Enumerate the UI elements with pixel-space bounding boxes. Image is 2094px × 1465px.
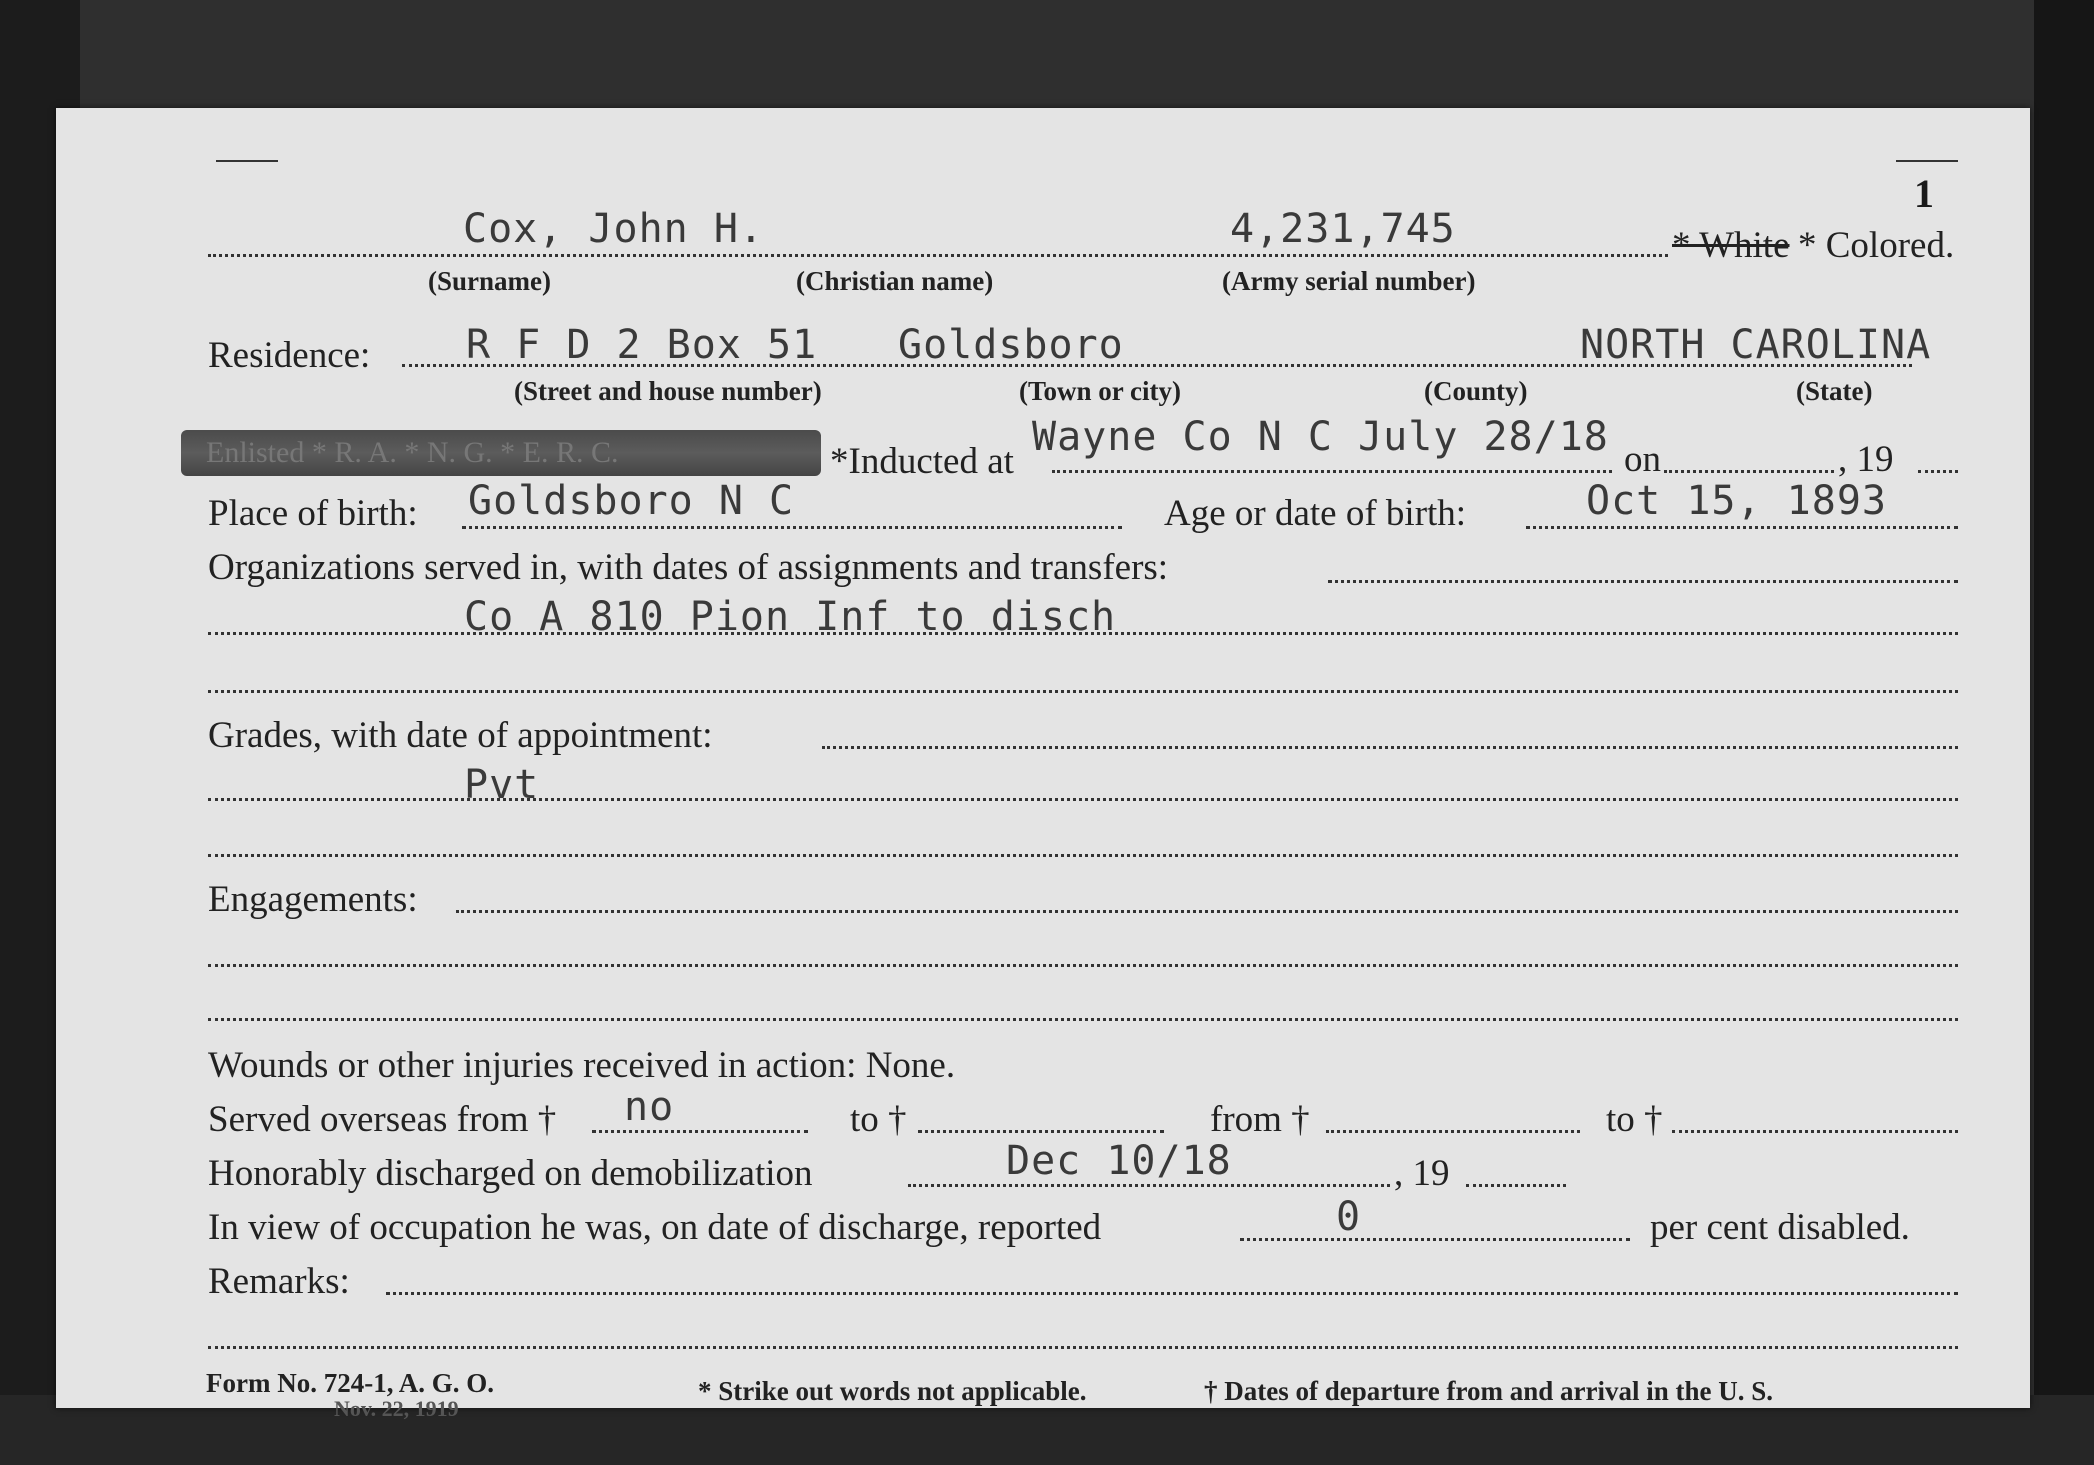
engagements-line-1 — [456, 910, 1958, 913]
name-line — [208, 254, 1668, 257]
residence-state-value: NORTH CAROLINA — [1580, 322, 1932, 368]
caption-state: (State) — [1796, 376, 1873, 406]
caption-serial-number: (Army serial number) — [1222, 266, 1476, 296]
name-value: Cox, John H. — [463, 206, 764, 252]
year-19-discharge: , 19 — [1394, 1153, 1450, 1194]
remarks-line-2 — [208, 1346, 1958, 1349]
service-record-card — [56, 108, 2030, 1421]
caption-county: (County) — [1424, 376, 1528, 406]
page-number: 1 — [1914, 171, 1934, 216]
overseas-to-line-1 — [918, 1130, 1164, 1133]
caption-christian-name: (Christian name) — [796, 266, 994, 296]
footnote-strike: * Strike out words not applicable. — [698, 1376, 1087, 1406]
year-19-inducted: , 19 — [1838, 439, 1894, 480]
overseas-from-label-2: from † — [1210, 1099, 1310, 1140]
organizations-line-1 — [1328, 580, 1958, 583]
birthplace-line — [462, 526, 1122, 529]
caption-town: (Town or city) — [1019, 376, 1181, 406]
grades-line-1 — [822, 746, 1958, 749]
disabled-line — [1240, 1238, 1630, 1241]
inducted-label: *Inducted at — [830, 441, 1014, 482]
inducted-value: Wayne Co N C July 28/18 — [1032, 414, 1609, 460]
race-white-text: * White — [1672, 225, 1790, 266]
form-date: Nov. 22, 1919 — [334, 1396, 459, 1421]
discharge-line — [908, 1184, 1390, 1187]
overseas-from-line-2 — [1326, 1130, 1580, 1133]
birthplace-label: Place of birth: — [208, 493, 418, 534]
form-number: Form No. 724-1, A. G. O. — [206, 1368, 494, 1398]
top-right-rule — [1896, 160, 1958, 162]
caption-street: (Street and house number) — [514, 376, 822, 406]
discharge-value: Dec 10/18 — [1006, 1138, 1232, 1184]
race-colored-label: * Colored. — [1798, 225, 1955, 266]
overseas-value: no — [624, 1084, 675, 1130]
inducted-line — [1052, 470, 1612, 473]
engagements-line-2 — [208, 964, 1958, 967]
birthplace-value: Goldsboro N C — [468, 478, 795, 524]
organizations-value: Co A 810 Pion Inf to disch — [464, 594, 1117, 640]
age-label: Age or date of birth: — [1164, 493, 1467, 534]
footnote-dates: † Dates of departure from and arrival in the U. S. — [1204, 1376, 1773, 1406]
overseas-from-line — [592, 1130, 808, 1133]
disabled-value: 0 — [1336, 1194, 1362, 1240]
remarks-line-1 — [386, 1292, 1958, 1295]
organizations-line-3 — [208, 690, 1958, 693]
overseas-label: Served overseas from † — [208, 1099, 557, 1140]
top-left-rule — [216, 160, 278, 162]
serial-number-value: 4,231,745 — [1230, 206, 1456, 252]
overseas-to-label-2: to † — [1606, 1099, 1663, 1140]
on-label: on — [1624, 439, 1661, 480]
caption-surname: (Surname) — [428, 266, 551, 296]
background-right — [2034, 0, 2094, 1465]
grades-label: Grades, with date of appointment: — [208, 715, 713, 756]
year-line-discharge — [1466, 1184, 1566, 1187]
age-line — [1526, 526, 1958, 529]
occupation-label: In view of occupation he was, on date of discharge, reported — [208, 1207, 1102, 1248]
overseas-to-label-1: to † — [850, 1099, 907, 1140]
discharge-label: Honorably discharged on demobilization — [208, 1153, 813, 1194]
residence-label: Residence: — [208, 335, 371, 376]
race-white-label — [1672, 224, 1790, 267]
grades-line-3 — [208, 854, 1958, 857]
age-value: Oct 15, 1893 — [1586, 478, 1887, 524]
disabled-label: per cent disabled. — [1650, 1207, 1910, 1248]
engagements-label: Engagements: — [208, 879, 418, 920]
enlisted-label: Enlisted * R. A. * N. G. * E. R. C. — [206, 436, 619, 469]
engagements-line-3 — [208, 1018, 1958, 1021]
organizations-label: Organizations served in, with dates of assignments and transfers: — [208, 547, 1169, 588]
grades-value: Pvt — [464, 762, 540, 808]
wounds-label: Wounds or other injuries received in action: None. — [208, 1045, 956, 1086]
year-line-inducted — [1918, 470, 1958, 473]
on-line — [1664, 470, 1834, 473]
remarks-label: Remarks: — [208, 1261, 350, 1302]
residence-street-value: R F D 2 Box 51 — [466, 322, 818, 368]
residence-town-value: Goldsboro — [898, 322, 1124, 368]
overseas-to-line-2 — [1672, 1130, 1958, 1133]
